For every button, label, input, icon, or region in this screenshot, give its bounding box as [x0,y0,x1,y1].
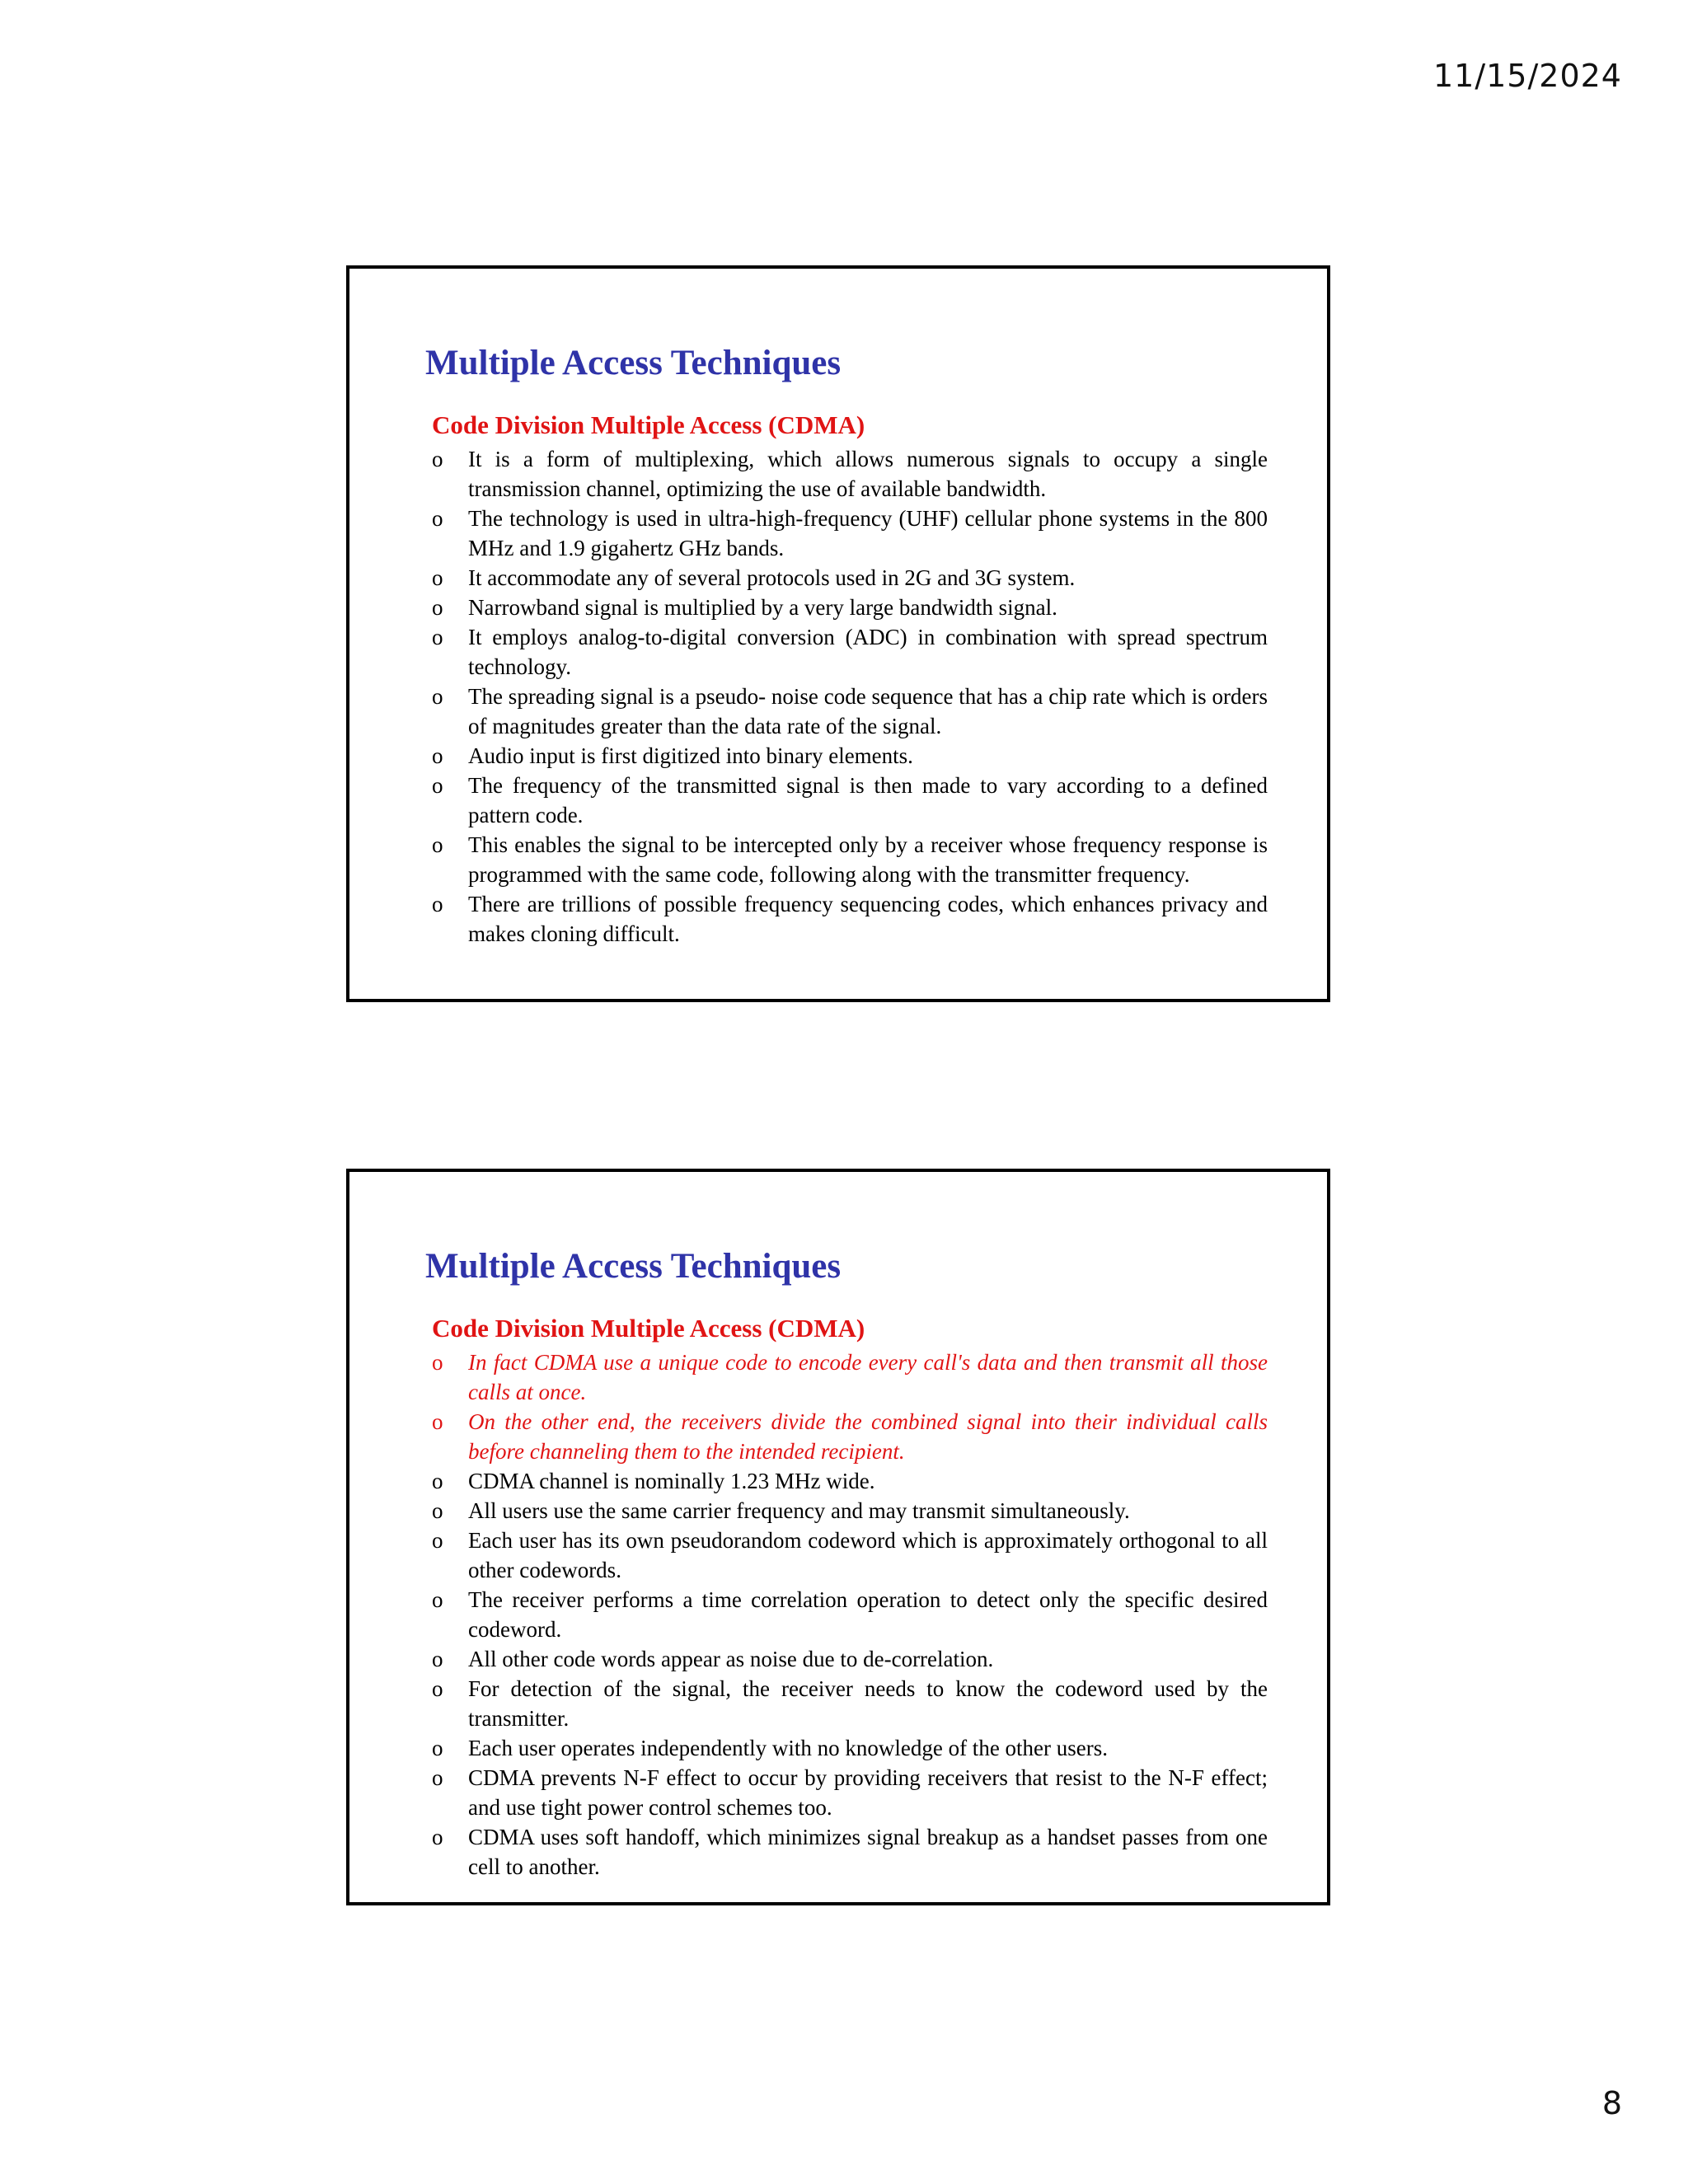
bullet-text: All other code words appear as noise due to de-correlation. [468,1647,994,1671]
bullet-item [432,1585,1268,1644]
bullet-list [432,444,1268,949]
bullet-text: Each user operates independently with no knowledge of the other users. [468,1736,1109,1760]
bullet-item [432,1466,1268,1496]
bullet-text: The receiver performs a time correlation operation to detect only the specific desired codeword. [468,1587,1268,1642]
bullet-item [432,1347,1268,1407]
bullet-item [432,1496,1268,1526]
bullet-marker-icon: o [432,1647,443,1671]
bullet-text: The spreading signal is a pseudo- noise code sequence that has a chip rate which is orders of magnitudes greater than the data rate of the signal. [468,684,1268,738]
bullet-marker-icon: o [432,625,443,649]
bullet-marker-icon: o [432,1498,443,1523]
bullet-item [432,682,1268,741]
bullet-item [432,1644,1268,1674]
bullet-item [432,622,1268,682]
bullet-marker-icon: o [432,1825,443,1849]
bullet-text: Each user has its own pseudorandom codeword which is approximately orthogonal to all other codewords. [468,1528,1268,1582]
bullet-item [432,1674,1268,1733]
page-date: 11/15/2024 [1432,58,1622,94]
bullet-text: For detection of the signal, the receiver needs to know the codeword used by the transmitter. [468,1676,1268,1731]
bullet-marker-icon: o [432,1469,443,1493]
bullet-item [432,1733,1268,1763]
bullet-text: In fact CDMA use a unique code to encode every call's data and then transmit all those calls at once. [468,1350,1268,1404]
page-number: 8 [1601,2085,1622,2121]
bullet-item [432,741,1268,771]
bullet-text: CDMA prevents N-F effect to occur by providing receivers that resist to the N-F effect; and use tight power control schemes too. [468,1765,1268,1820]
bullet-marker-icon: o [432,1587,443,1612]
bullet-marker-icon: o [432,447,443,471]
bullet-marker-icon: o [432,773,443,798]
bullet-marker-icon: o [432,595,443,620]
bullet-text: The frequency of the transmitted signal is then made to vary according to a defined pattern code. [468,773,1268,827]
bullet-marker-icon: o [432,506,443,531]
bullet-text: The technology is used in ultra-high-frequency (UHF) cellular phone systems in the 800 MHz and 1.9 gigahertz GHz bands. [468,506,1268,560]
slide-2 [346,1169,1330,1905]
bullet-text: Audio input is first digitized into binary elements. [468,743,913,768]
bullet-marker-icon: o [432,1528,443,1553]
bullet-item [432,771,1268,830]
bullet-marker-icon: o [432,1350,443,1375]
bullet-item [432,889,1268,949]
slide-title: Multiple Access Techniques [425,344,842,382]
bullet-text: It accommodate any of several protocols used in 2G and 3G system. [468,565,1076,590]
slide-subtitle: Code Division Multiple Access (CDMA) [432,410,865,439]
bullet-text: CDMA uses soft handoff, which minimizes signal breakup as a handset passes from one cell to another. [468,1825,1268,1879]
bullet-marker-icon: o [432,1765,443,1790]
bullet-text: CDMA channel is nominally 1.23 MHz wide. [468,1469,875,1493]
bullet-marker-icon: o [432,684,443,709]
bullet-marker-icon: o [432,1736,443,1760]
bullet-marker-icon: o [432,1409,443,1434]
bullet-text: All users use the same carrier frequency and may transmit simultaneously. [468,1498,1130,1523]
bullet-text: It employs analog-to-digital conversion (ADC) in combination with spread spectrum technology. [468,625,1268,679]
bullet-item [432,563,1268,593]
slide-title: Multiple Access Techniques [425,1247,842,1286]
bullet-marker-icon: o [432,565,443,590]
bullet-text: Narrowband signal is multiplied by a very large bandwidth signal. [468,595,1057,620]
bullet-text: This enables the signal to be intercepted only by a receiver whose frequency response is programmed with the same code, following along with the transmitter frequency. [468,832,1268,887]
bullet-item [432,1822,1268,1882]
bullet-text: It is a form of multiplexing, which allows numerous signals to occupy a single transmission channel, optimizing the use of available bandwidth. [468,447,1268,501]
bullet-text: There are trillions of possible frequency sequencing codes, which enhances privacy and makes cloning difficult. [468,892,1268,946]
bullet-item [432,504,1268,563]
bullet-item [432,1407,1268,1466]
bullet-marker-icon: o [432,832,443,857]
bullet-marker-icon: o [432,743,443,768]
bullet-marker-icon: o [432,1676,443,1701]
bullet-item [432,1526,1268,1585]
bullet-item [432,593,1268,622]
bullet-marker-icon: o [432,892,443,916]
slide-1 [346,265,1330,1002]
bullet-item [432,1763,1268,1822]
bullet-text: On the other end, the receivers divide the combined signal into their individual calls before channeling them to the intended recipient. [468,1409,1268,1464]
slide-subtitle: Code Division Multiple Access (CDMA) [432,1314,865,1343]
bullet-item [432,830,1268,889]
bullet-list [432,1347,1268,1882]
bullet-item [432,444,1268,504]
